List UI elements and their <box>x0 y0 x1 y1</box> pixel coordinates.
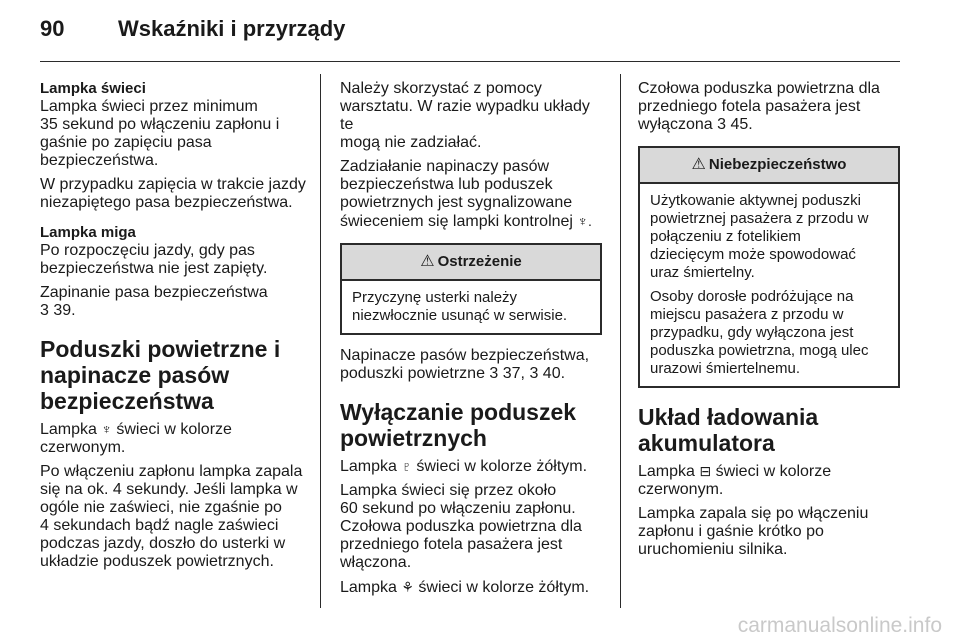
page-title: Wskaźniki i przyrządy <box>118 16 346 41</box>
workshop-text: Należy skorzystać z pomocy warsztatu. W razie wypadku układy te mogą nie zadziałać. <box>340 80 590 151</box>
column-divider-2 <box>620 74 621 608</box>
charging-lamp-text: Lampka ⊟ świeci w kolorze czerwonym. <box>638 463 832 498</box>
danger-box <box>638 146 900 388</box>
seatbelt-lamp-heading: Lampka świeci <box>40 80 146 97</box>
column-1 <box>40 80 308 571</box>
activation-text: Zadziałanie napinaczy pasów bezpieczeństwa lub poduszek powietrznych jest sygnalizowane świeceniem się lampki kontrolnej ♆. <box>340 158 592 230</box>
lamp1-paragraph: Lampka świeci się przez około 60 sekund po włączeniu zapłonu. Czołowa poduszka powietrzna dla przedniego fotela pasażera jest włączona. <box>340 482 582 571</box>
lamp1-text: Lampka ♇ świeci w kolorze żółtym. <box>340 458 588 475</box>
airbag-paragraph: Po włączeniu zapłonu lampka zapala się na ok. 4 sekundy. Jeśli lampka w ogóle nie zaświeci, nie zgaśnie po 4 sekundach bądź nagle zaświeci podczas jazdy, doszło do usterki w układzie poduszek powietrznych. <box>40 463 303 570</box>
fasten-text: Zapinanie pasa bezpieczeństwa 3 39. <box>40 284 268 319</box>
off-text: Czołowa poduszka powietrzna dla przedniego fotela pasażera jest wyłączona 3 45. <box>638 80 880 133</box>
danger-box-title: ⚠ Niebezpieczeństwo <box>640 148 898 184</box>
airbag-section-heading: Poduszki powietrzne i napinacze pasów bezpieczeństwa <box>40 336 281 414</box>
charging-heading: Układ ładowania akumulatora <box>638 404 819 456</box>
seatbelt-text: Lampka świeci przez minimum 35 sekund po włączeniu zapłonu i gaśnie po zapięciu pasa bezpieczeństwa. <box>40 98 280 169</box>
deactivation-heading: Wyłączanie poduszek powietrznych <box>340 399 577 451</box>
header-divider <box>40 61 900 62</box>
airbag-off-icon: ♇ <box>401 458 412 474</box>
charging-paragraph: Lampka zapala się po włączeniu zapłonu i gaśnie krótko po uruchomieniu silnika. <box>638 505 869 558</box>
lamp2-text: Lampka ⚘ świeci w kolorze żółtym. <box>340 579 590 596</box>
airbag-lamp-icon: ♆ <box>101 421 112 437</box>
refs-text: Napinacze pasów bezpieczeństwa, poduszki powietrzne 3 37, 3 40. <box>340 347 590 382</box>
fasten-page-ref[interactable]: 3 39. <box>40 302 76 319</box>
blink-text: Po rozpoczęciu jazdy, gdy pas bezpieczeństwa nie jest zapięty. <box>40 242 268 277</box>
battery-icon: ⊟ <box>699 463 712 479</box>
column-3 <box>638 80 900 559</box>
seatbelt-text-2: W przypadku zapięcia w trakcie jazdy niezapiętego pasa bezpieczeństwa. <box>40 176 306 211</box>
column-divider-1 <box>320 74 321 608</box>
warning-triangle-icon: ⚠ <box>691 156 706 173</box>
danger-box-body: Użytkowanie aktywnej poduszki powietrznej pasażera z przodu w połączeniu z fotelikiem dziecięcym może spowodować uraz śmiertelny. Osoby dorosłe podróżujące na miejscu pasażera z przodu w przypadku, gdy wyłączona jest poduszka powietrzna, mogą ulec urazowi śmiertelnemu. <box>650 192 869 377</box>
column-2 <box>340 80 602 597</box>
blink-heading: Lampka miga <box>40 224 136 241</box>
airbag-lamp-icon: ♆. <box>577 213 592 229</box>
airbag-on-icon: ⚘ <box>401 579 414 595</box>
warning-box-title: ⚠ Ostrzeżenie <box>342 245 600 281</box>
warning-box-body: Przyczynę usterki należy niezwłocznie usunąć w serwisie. <box>352 289 568 324</box>
page-header <box>40 14 920 58</box>
page-number: 90 <box>40 16 65 41</box>
warning-triangle-icon: ⚠ <box>420 253 435 270</box>
airbag-lamp-text: Lampka ♆ świeci w kolorze czerwonym. <box>40 421 232 456</box>
watermark: carmanualsonline.info <box>737 614 942 637</box>
warning-box <box>340 243 602 335</box>
